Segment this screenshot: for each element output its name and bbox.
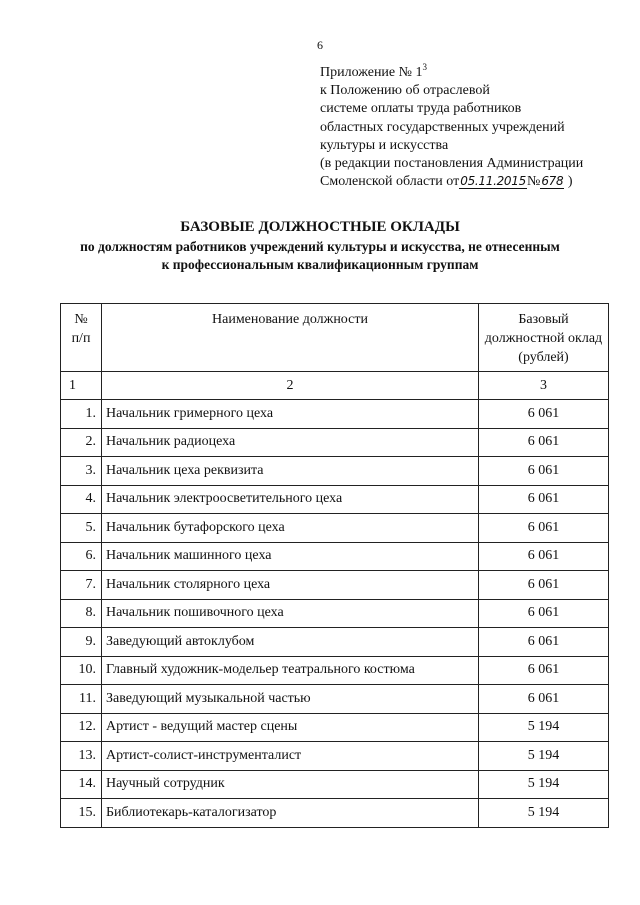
appendix-line-1 xyxy=(320,64,620,82)
table-row xyxy=(61,400,609,429)
appendix-line-7 xyxy=(320,173,620,191)
header-salary-line-2: должностной оклад xyxy=(484,331,603,346)
position-name: Заведующий музыкальной частью xyxy=(102,685,479,714)
header-position: Наименование должности xyxy=(102,304,479,372)
column-number-row xyxy=(61,372,609,400)
position-name: Начальник бутафорского цеха xyxy=(102,514,479,543)
row-number: 2. xyxy=(61,428,102,457)
column-number-3: 3 xyxy=(479,372,609,400)
row-number: 10. xyxy=(61,656,102,685)
table-row xyxy=(61,485,609,514)
table-row xyxy=(61,628,609,657)
position-name: Начальник цеха реквизита xyxy=(102,457,479,486)
appendix-line-4: областных государственных учреждений xyxy=(320,119,565,135)
salary-value: 6 061 xyxy=(479,514,609,543)
table-row xyxy=(61,542,609,571)
appendix-line-3: системе оплаты труда работников xyxy=(320,101,522,117)
row-number: 5. xyxy=(61,514,102,543)
row-number: 15. xyxy=(61,799,102,828)
position-name: Начальник пошивочного цеха xyxy=(102,599,479,628)
table-row xyxy=(61,656,609,685)
position-name: Артист-солист-инструменталист xyxy=(102,742,479,771)
row-number: 1. xyxy=(61,400,102,429)
row-number: 13. xyxy=(61,742,102,771)
position-name: Артист - ведущий мастер сцены xyxy=(102,713,479,742)
position-name: Начальник гримерного цеха xyxy=(102,400,479,429)
position-name: Научный сотрудник xyxy=(102,770,479,799)
table-header-row xyxy=(61,304,609,372)
salary-value: 5 194 xyxy=(479,713,609,742)
salary-value: 6 061 xyxy=(479,457,609,486)
position-name: Начальник машинного цеха xyxy=(102,542,479,571)
salary-value: 6 061 xyxy=(479,685,609,714)
position-name: Библиотекарь-каталогизатор xyxy=(102,799,479,828)
column-number-2: 2 xyxy=(102,372,479,400)
salary-value: 5 194 xyxy=(479,742,609,771)
salary-value: 6 061 xyxy=(479,599,609,628)
appendix-block xyxy=(320,64,620,191)
appendix-line-5: культуры и искусства xyxy=(320,137,449,153)
table-row xyxy=(61,457,609,486)
table-row xyxy=(61,599,609,628)
handwritten-date: 05.11.2015 xyxy=(460,174,526,189)
position-name: Главный художник-модельер театрального костюма xyxy=(102,656,479,685)
salary-table xyxy=(60,303,609,828)
header-salary xyxy=(479,304,609,372)
salary-value: 5 194 xyxy=(479,770,609,799)
salary-value: 6 061 xyxy=(479,571,609,600)
header-salary-line-3: (рублей) xyxy=(518,350,569,365)
salary-value: 6 061 xyxy=(479,656,609,685)
position-name: Начальник электроосветительного цеха xyxy=(102,485,479,514)
salary-value: 6 061 xyxy=(479,628,609,657)
header-number-line-2: п/п xyxy=(71,331,91,346)
row-number: 6. xyxy=(61,542,102,571)
subtitle-line-1: по должностям работников учреждений культуры и искусства, не отнесенным xyxy=(80,239,560,254)
table-row xyxy=(61,685,609,714)
handwritten-number: 678 xyxy=(541,174,564,189)
salary-value: 6 061 xyxy=(479,428,609,457)
position-name: Начальник столярного цеха xyxy=(102,571,479,600)
table-row xyxy=(61,571,609,600)
salary-value: 6 061 xyxy=(479,542,609,571)
table-row xyxy=(61,514,609,543)
table-row xyxy=(61,742,609,771)
table-row xyxy=(61,770,609,799)
row-number: 8. xyxy=(61,599,102,628)
salary-value: 6 061 xyxy=(479,485,609,514)
header-number-line-1: № xyxy=(74,312,88,327)
table-row xyxy=(61,713,609,742)
header-number xyxy=(61,304,102,372)
row-number: 9. xyxy=(61,628,102,657)
appendix-region: Смоленской области от xyxy=(320,174,460,190)
appendix-superscript: 3 xyxy=(422,62,427,72)
appendix-title: Приложение № 1 xyxy=(320,65,423,80)
subtitle-line-2: к профессиональным квалификационным группам xyxy=(161,257,479,272)
table-row xyxy=(61,799,609,828)
header-salary-line-1: Базовый xyxy=(518,312,569,327)
document-subtitle xyxy=(0,238,640,274)
row-number: 3. xyxy=(61,457,102,486)
appendix-line-6: (в редакции постановления Администрации xyxy=(320,156,584,172)
column-number-1: 1 xyxy=(61,372,102,400)
row-number: 14. xyxy=(61,770,102,799)
salary-value: 5 194 xyxy=(479,799,609,828)
row-number: 4. xyxy=(61,485,102,514)
appendix-line-2: к Положению об отраслевой xyxy=(320,83,490,99)
salary-value: 6 061 xyxy=(479,400,609,429)
row-number: 11. xyxy=(61,685,102,714)
row-number: 12. xyxy=(61,713,102,742)
page-number: 6 xyxy=(317,38,323,52)
position-name: Начальник радиоцеха xyxy=(102,428,479,457)
table-row xyxy=(61,428,609,457)
closing-parenthesis: ) xyxy=(567,174,573,190)
position-name: Заведующий автоклубом xyxy=(102,628,479,657)
row-number: 7. xyxy=(61,571,102,600)
number-sign: № xyxy=(526,174,541,190)
document-title: БАЗОВЫЕ ДОЛЖНОСТНЫЕ ОКЛАДЫ xyxy=(180,219,460,235)
